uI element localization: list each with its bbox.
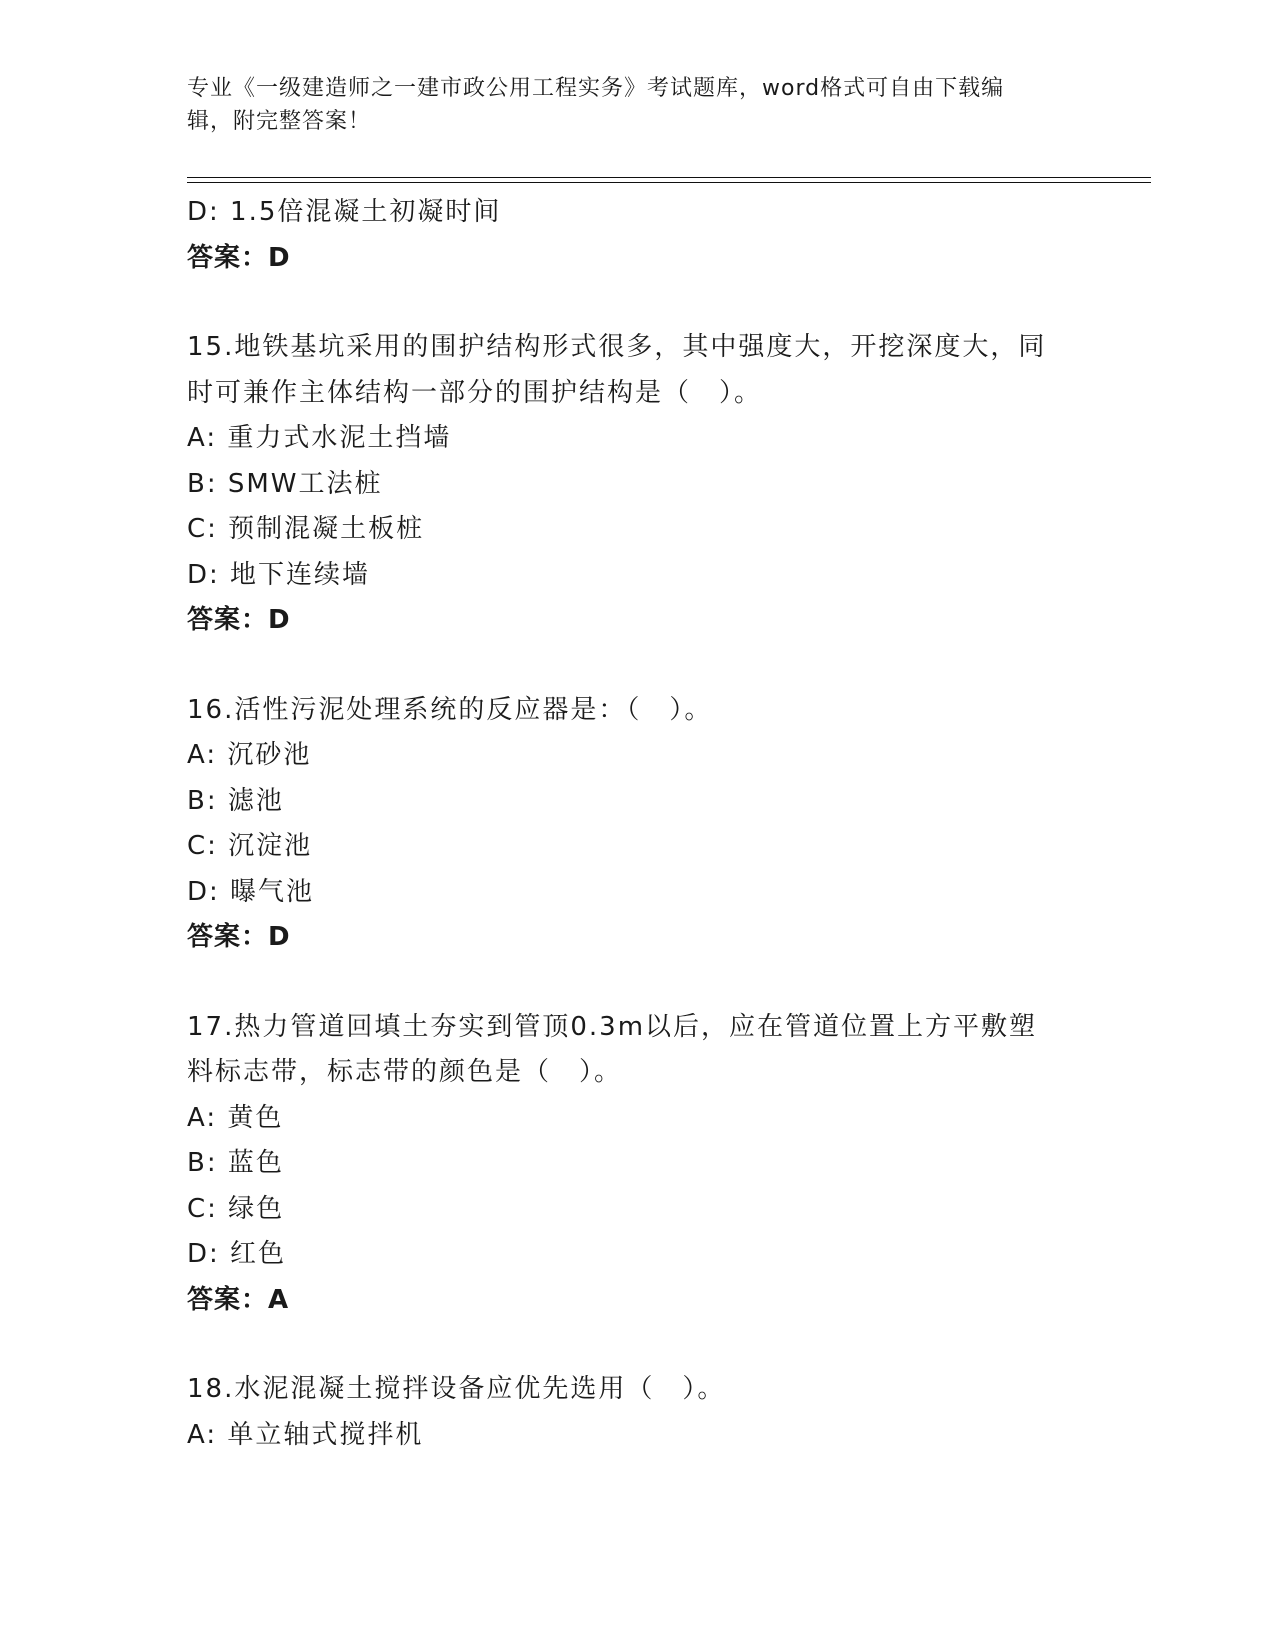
question-list — [187, 190, 1087, 1458]
question-15 — [187, 325, 1087, 644]
header-rule-top — [187, 177, 1151, 178]
question-18 — [187, 1367, 1087, 1458]
option-d: D: 1.5倍混凝土初凝时间 — [187, 197, 502, 227]
option-a: A: 黄色 — [187, 1102, 284, 1133]
prev-question-tail — [187, 190, 1087, 281]
option-c: C: 绿色 — [187, 1193, 285, 1224]
question-stem: 15.地铁基坑采用的围护结构形式很多，其中强度大，开挖深度大，同 — [187, 332, 1047, 362]
option-c: C: 预制混凝土板桩 — [187, 514, 425, 544]
header-line-2: 辑，附完整答案！ — [187, 109, 372, 134]
document-header — [187, 72, 1067, 138]
question-stem: 18.水泥混凝土搅拌设备应优先选用（ ）。 — [187, 1374, 726, 1404]
question-stem: 时可兼作主体结构一部分的围护结构是（ ）。 — [187, 377, 763, 408]
answer: 答案：A — [187, 1284, 290, 1315]
header-rule-bottom — [187, 182, 1151, 183]
question-16 — [187, 688, 1087, 961]
option-a: A: 单立轴式搅拌机 — [187, 1419, 424, 1450]
answer: 答案：D — [187, 605, 291, 635]
answer: 答案：D — [187, 922, 291, 952]
option-b: B: 蓝色 — [187, 1148, 284, 1178]
question-stem: 料标志带，标志带的颜色是（ ）。 — [187, 1057, 623, 1087]
option-c: C: 沉淀池 — [187, 831, 313, 861]
question-17 — [187, 1005, 1087, 1324]
option-d: D: 红色 — [187, 1239, 287, 1269]
option-d: D: 曝气池 — [187, 876, 315, 907]
option-d: D: 地下连续墙 — [187, 559, 371, 590]
answer: 答案：D — [187, 242, 291, 273]
header-line-1: 专业《一级建造师之一建市政公用工程实务》考试题库，word格式可自由下载编 — [187, 76, 1005, 101]
question-stem: 17.热力管道回填土夯实到管顶0.3m以后，应在管道位置上方平敷塑 — [187, 1011, 1038, 1042]
option-a: A: 沉砂池 — [187, 740, 312, 770]
option-b: B: 滤池 — [187, 785, 284, 816]
option-b: B: SMW工法桩 — [187, 468, 383, 499]
question-stem: 16.活性污泥处理系统的反应器是：（ ）。 — [187, 694, 713, 725]
option-a: A: 重力式水泥土挡墙 — [187, 423, 452, 453]
